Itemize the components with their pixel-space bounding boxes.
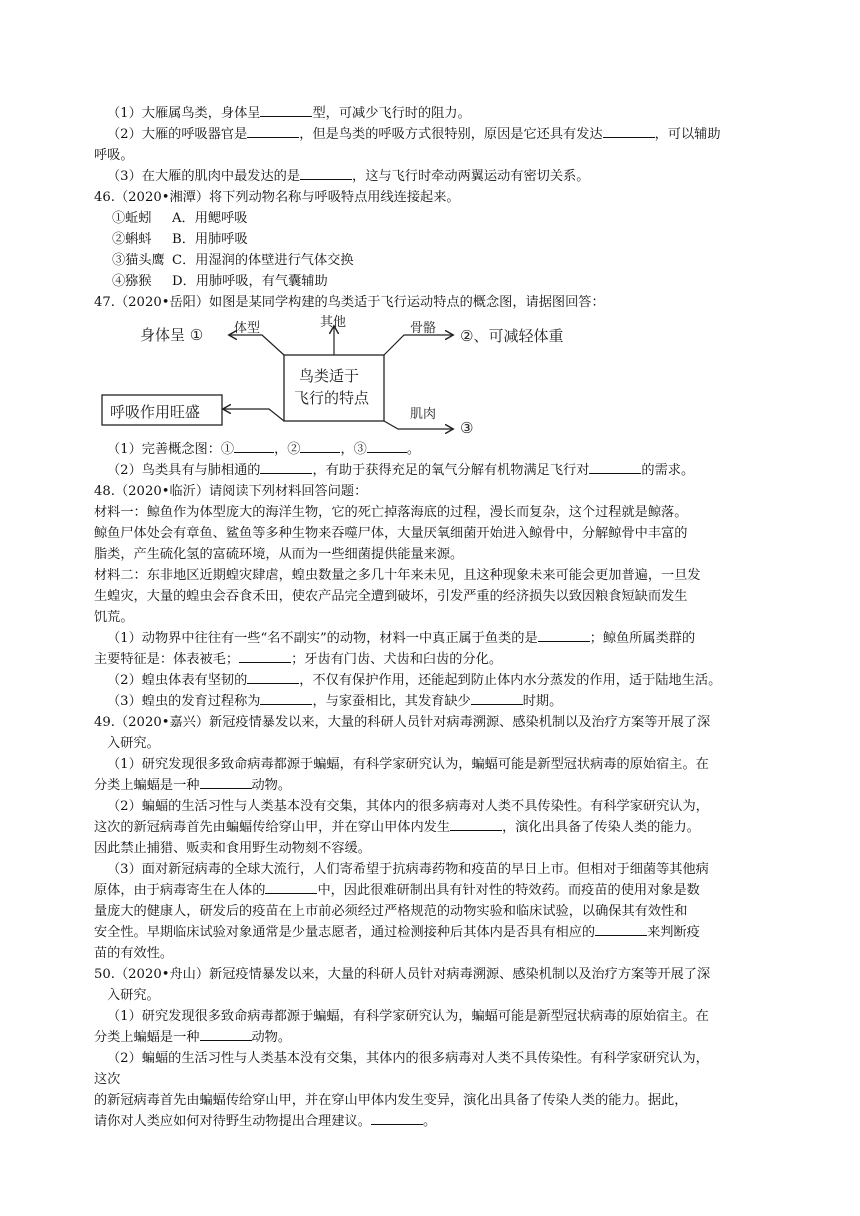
q46-heading: 46.（2020•湘潭）将下列动物名称与呼吸特点用线连接起来。 (94, 190, 460, 205)
q48-sub1: （1）动物界中往往有一些“名不副实”的动物，材料一中真正属于鱼类的是 ；鲸鱼所属类群的 (94, 628, 784, 649)
q50-heading-cont: 入研究。 (107, 988, 160, 1003)
concept-map (94, 317, 614, 437)
center-label-2: 飞行的特点 (294, 389, 370, 407)
q49-sub3: （3）面对新冠病毒的全球大流行，人们寄希望于抗病毒药物和疫苗的早日上市。但相对于细菌等其他病 (107, 862, 709, 877)
bone-line-label: 骨骼 (410, 321, 437, 336)
q45-sub2: （2）大雁的呼吸器官是 ，但是鸟类的呼吸方式很特别，原因是它还具有发达 ，可以辅助 (94, 124, 784, 145)
answer-blank[interactable] (471, 691, 523, 705)
q46-row: ①蚯蚓 A．用鳃呼吸 (112, 211, 248, 226)
answer-blank[interactable] (200, 775, 252, 789)
q47-sub1: （1）完善概念图：① ，② ，③ 。 (94, 439, 784, 460)
q47-heading: 47.（2020•岳阳）如图是某同学构建的鸟类适于飞行运动特点的概念图，请据图回答： (94, 295, 605, 310)
answer-blank[interactable] (239, 649, 291, 663)
respiration-label: 呼吸作用旺盛 (110, 403, 201, 421)
answer-blank[interactable] (595, 922, 647, 936)
q50-sub1: （1）研究发现很多致命病毒都源于蝙蝠，有科学家研究认为，蝙蝠可能是新型冠状病毒的原始宿主。在 (107, 1009, 709, 1024)
q50-sub1-cont: 分类上蝙蝠是一种 动物。 (94, 1027, 784, 1048)
q50-sub2-cont: 的新冠病毒首先由蝙蝠传给穿山甲，并在穿山甲体内发生变异，演化出具备了传染人类的能力。据此， (94, 1093, 688, 1108)
q49-sub2: （2）蝙蝠的生活习性与人类基本没有交集，其体内的很多病毒对人类不具传染性。有科学家研究认为， (107, 799, 709, 814)
answer-blank[interactable] (260, 460, 312, 474)
q49-sub2-cont: 因此禁止捕猎、贩卖和食用野生动物刻不容缓。 (94, 841, 371, 856)
body-type-line-label: 体型 (234, 321, 261, 336)
q49-heading: 49.（2020•嘉兴）新冠疫情暴发以来，大量的科研人员针对病毒溯源、感染机制以及治疗方案等开展了深 (94, 715, 711, 730)
q46-row: ②蝌蚪 B．用肺呼吸 (112, 232, 248, 247)
q45-sub2-cont: 呼吸。 (94, 148, 134, 163)
center-label-1: 鸟类适于 (299, 367, 360, 385)
q48-material-2: 材料二：东非地区近期蝗灾肆虐，蝗虫数量之多几十年来未见，且这种现象未来可能会更加普遍，一旦发 (94, 568, 701, 583)
q48-sub2: （2）蝗虫体表有坚韧的 ，不仅有保护作用，还能起到防止体内水分蒸发的作用，适于陆地生活。 (94, 670, 784, 691)
q49-sub2-cont: 这次的新冠病毒首先由蝙蝠传给穿山甲，并在穿山甲体内发生 ，演化出具备了传染人类的能力。 (94, 817, 784, 838)
answer-blank[interactable] (234, 439, 274, 453)
q50-heading: 50.（2020•舟山）新冠疫情暴发以来，大量的科研人员针对病毒溯源、感染机制以及治疗方案等开展了深 (94, 967, 711, 982)
q50-sub2: （2）蝙蝠的生活习性与人类基本没有交集，其体内的很多病毒对人类不具传染性。有科学家研究认为， (107, 1051, 709, 1066)
q49-sub3-cont: 原体，由于病毒寄生在人体的 中，因此很难研制出具有针对性的特效药。而疫苗的使用对象是数 (94, 880, 784, 901)
other-label: 其他 (320, 315, 347, 330)
q48-material-2: 饥荒。 (94, 610, 134, 625)
answer-blank[interactable] (371, 1111, 423, 1125)
q49-sub3-cont: 量庞大的健康人，研发后的疫苗在上市前必须经过严格规范的动物实验和临床试验，以确保其有效性和 (94, 904, 688, 919)
worksheet-page (94, 103, 784, 1132)
q45-sub1: （1）大雁属鸟类，身体呈 型，可减少飞行时的阻力。 (94, 103, 784, 124)
answer-blank[interactable] (247, 670, 299, 684)
q50-sub2-cont: 请你对人类应如何对待野生动物提出合理建议。 。 (94, 1111, 784, 1132)
q48-sub1-cont: 主要特征是：体表被毛； ；牙齿有门齿、犬齿和臼齿的分化。 (94, 649, 784, 670)
answer-blank[interactable] (260, 691, 312, 705)
answer-blank[interactable] (247, 124, 299, 138)
q48-material-1: 材料一：鲸鱼作为体型庞大的海洋生物，它的死亡掉落海底的过程，漫长而复杂，这个过程就是鲸落。 (94, 505, 688, 520)
q50-sub2-cont: 这次 (94, 1072, 121, 1087)
q48-material-1: 鲸鱼尸体处会有章鱼、鲨鱼等多种生物来吞噬尸体，大量厌氧细菌开始进入鲸骨中，分解鲸骨中丰富的 (94, 526, 688, 541)
answer-blank[interactable] (367, 439, 407, 453)
q47-sub2: （2）鸟类具有与肺相通的 ，有助于获得充足的氧气分解有机物满足飞行对 的需求。 (94, 460, 784, 481)
q49-sub1-cont: 分类上蝙蝠是一种 动物。 (94, 775, 784, 796)
q46-row: ③猫头鹰 C．用湿润的体壁进行气体交换 (112, 253, 354, 268)
answer-blank[interactable] (300, 166, 352, 180)
answer-blank[interactable] (300, 439, 340, 453)
body-shape-label: 身体呈 ① (140, 326, 204, 344)
answer-blank[interactable] (603, 124, 655, 138)
q46-row: ④猕猴 D．用肺呼吸，有气囊辅助 (112, 274, 328, 289)
answer-blank[interactable] (538, 628, 590, 642)
q48-heading: 48.（2020•临沂）请阅读下列材料回答问题： (94, 484, 368, 499)
q45-sub3: （3）在大雁的肌肉中最发达的是 ，这与飞行时牵动两翼运动有密切关系。 (94, 166, 784, 187)
q48-material-1: 脂类，产生硫化氢的富硫环境，从而为一些细菌提供能量来源。 (94, 547, 464, 562)
answer-blank[interactable] (265, 880, 317, 894)
bone-result-label: ②、可减轻体重 (460, 327, 564, 345)
muscle-result-label: ③ (460, 419, 474, 437)
answer-blank[interactable] (200, 1027, 252, 1041)
q48-sub3: （3）蝗虫的发育过程称为 ，与家蚕相比，其发育缺少 时期。 (94, 691, 784, 712)
q49-sub3-cont: 苗的有效性。 (94, 946, 174, 961)
q49-heading-cont: 入研究。 (107, 736, 160, 751)
muscle-line-label: 肌肉 (410, 407, 437, 422)
q48-material-2: 生蝗灾，大量的蝗虫会吞食禾田，使农产品完全遭到破坏，引发严重的经济损失以致因粮食短缺而发生 (94, 589, 688, 604)
answer-blank[interactable] (260, 103, 312, 117)
answer-blank[interactable] (589, 460, 641, 474)
q49-sub1: （1）研究发现很多致命病毒都源于蝙蝠，有科学家研究认为，蝙蝠可能是新型冠状病毒的原始宿主。在 (107, 757, 709, 772)
q49-sub3-cont: 安全性。早期临床试验对象通常是少量志愿者，通过检测接种后其体内是否具有相应的 来判断疫 (94, 922, 784, 943)
answer-blank[interactable] (450, 817, 502, 831)
